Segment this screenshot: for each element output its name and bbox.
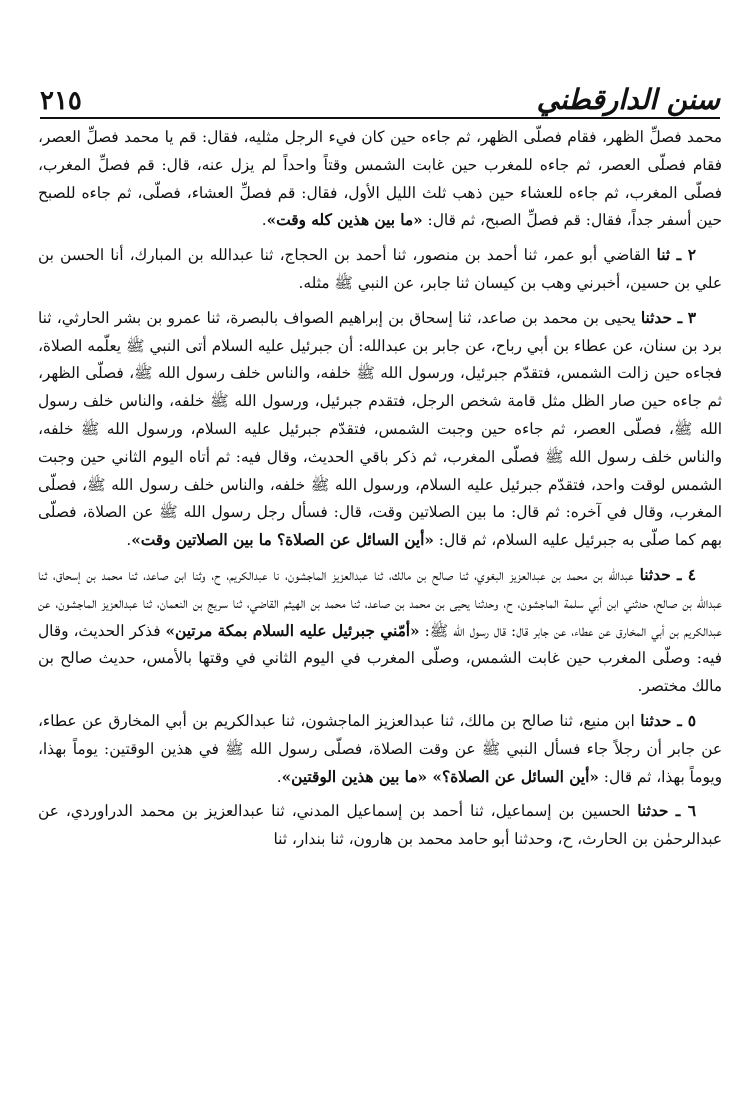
paragraph-5 [38,708,722,791]
text-segment: ابن منيع، ثنا صالح بن مالك، ثنا عبدالعزيز الماجشون، ثنا عبدالكريم بن أبي المخارق عن عطاء، عن جابر أن رجلاً جاء فسأل النبي ﷺ عن وقت الصلاة، فصلّى رسول الله ﷺ في هذين الوقتين: يوماً بهذا، ويوماً بهذا، ثم قال: [38,711,722,786]
text-segment: يحيى بن محمد بن صاعد، ثنا إسحاق بن إبراهيم الصواف بالبصرة، ثنا عمرو بن بشر الحارثي، ثنا برد بن سنان، عن عطاء بن أبي رباح، عن جابر بن عبدالله: أن جبرئيل عليه السلام أتى النبي ﷺ يعلّمه الصلاة، فجاءه حين زالت الشمس، فتقدّم جبرئيل، ورسول الله ﷺ خلفه، والناس خلف رسول الله ﷺ، فصلّى الظهر، ثم جاءه حين صار الظل مثل قامة شخص الرجل، فتقدم جبرئيل، ورسول الله ﷺ خلفه، والناس خلف رسول الله ﷺ، فصلّى العصر، ثم جاءه حين وجبت الشمس، فتقدّم جبرئيل عليه السلام، ورسول الله ﷺ خلفه، والناس خلف رسول الله ﷺ فصلّى المغرب، ثم ذكر باقي الحديث، وقال فيه: ثم أتاه اليوم الثاني حين وجبت الشمس لوقت واحد، فتقدّم جبرئيل عليه السلام، ورسول الله ﷺ خلفه، والناس خلف رسول الله ﷺ، فصلّى المغرب، وقال في آخره: ثم قال: ما بين الصلاتين وقت، قال: فسأل رجل رسول الله ﷺ عن الصلاة، فصلّى بهم كما صلّى به جبرئيل عليه السلام، ثم قال: [38,308,722,550]
text-segment: . [126,531,132,550]
paragraph-6 [38,798,722,854]
hadith-quote: «ما بين هذين كله وقت» [266,211,423,230]
text-segment: الحسين بن إسماعيل، ثنا أحمد بن إسماعيل المدني، ثنا عبدالعزيز بن محمد الدراوردي، عن عبدالرحمٰن بن الحارث، ح، وحدثنا أبو حامد محمد بن هارون، ثنا بندار، ثنا [38,802,722,849]
page-number: ٢١٥ [40,86,82,116]
hadith-quote: «أين السائل عن الصلاة؟ ما بين الصلاتين وقت» [131,531,434,550]
hadith-quote: «أين السائل عن الصلاة؟» «ما بين هذين الوقتين» [281,767,599,786]
paragraph-1 [38,124,722,235]
book-title: سنن الدارقطني [536,83,720,116]
text-segment: عبدالله بن محمد بن عبدالعزيز البغوي، ثنا صالح بن مالك، ثنا عبدالعزيز الماجشون، نا عبدالكريم، ح، وثنا ابن صاعد، ثنا محمد بن إسحاق، ثنا عبدالله بن صالح، حدثني ابن أبي سلمة الماجشون، ح، وحدثنا يحيى بن محمد بن صاعد، ثنا محمد بن الهيثم القاضي، ثنا سريج بن النعمان، ثنا عبدالعزيز الماجشون، عن عبدالكريم بن أبي المخارق عن عطاء، عن جابر قال: قال رسول الله ﷺ: [38,565,723,640]
page-body [38,124,722,861]
page-header [40,68,720,114]
paragraph-2 [38,242,722,298]
text-segment: القاضي أبو عمر، ثنا أحمد بن منصور، ثنا أحمد بن الحجاج، ثنا عبدالله بن المبارك، أنا الحسن بن علي بن حسين، أخبرني وهب بن كيسان ثنا جابر، عن النبي ﷺ مثله. [38,246,722,292]
hadith-quote: «أمّني جبرئيل عليه السلام بمكة مرتين» [165,621,420,640]
hadith-number: ٥ ـ حدثنا [640,711,696,730]
hadith-number: ٤ ـ حدثنا [639,565,696,584]
header-rule [40,117,720,119]
paragraph-4 [38,562,722,701]
text-segment: فذكر الحديث، وقال فيه: وصلّى المغرب حين غابت الشمس، وصلّى المغرب في اليوم الثاني في وقتها بالأمس، حديث صالح بن مالك مختصر. [38,621,722,696]
text-segment: محمد فصلِّ الظهر، فقام فصلّى الظهر، ثم جاءه حين كان فيء الرجل مثليه، فقال: قم يا محمد فصلِّ العصر، فقام فصلّى العصر، ثم جاءه للمغرب حين غابت الشمس وقتاً واحداً لم يزل عنه، قال: قم فصلِّ المغرب، فصلّى المغرب، ثم جاءه للعشاء حين ذهب ثلث الليل الأول، فقال: قم فصلِّ العشاء، فصلّى، ثم جاءه للصبح حين أسفر جداً، فقال: قم فصلِّ الصبح، ثم قال: [38,128,722,230]
hadith-number: ٢ ـ ثنا [656,246,696,265]
text-segment: . [276,767,282,786]
paragraph-3 [38,305,722,555]
hadith-number: ٦ ـ حدثنا [637,802,697,821]
hadith-number: ٣ ـ حدثنا [640,308,696,327]
text-segment: . [261,211,267,230]
